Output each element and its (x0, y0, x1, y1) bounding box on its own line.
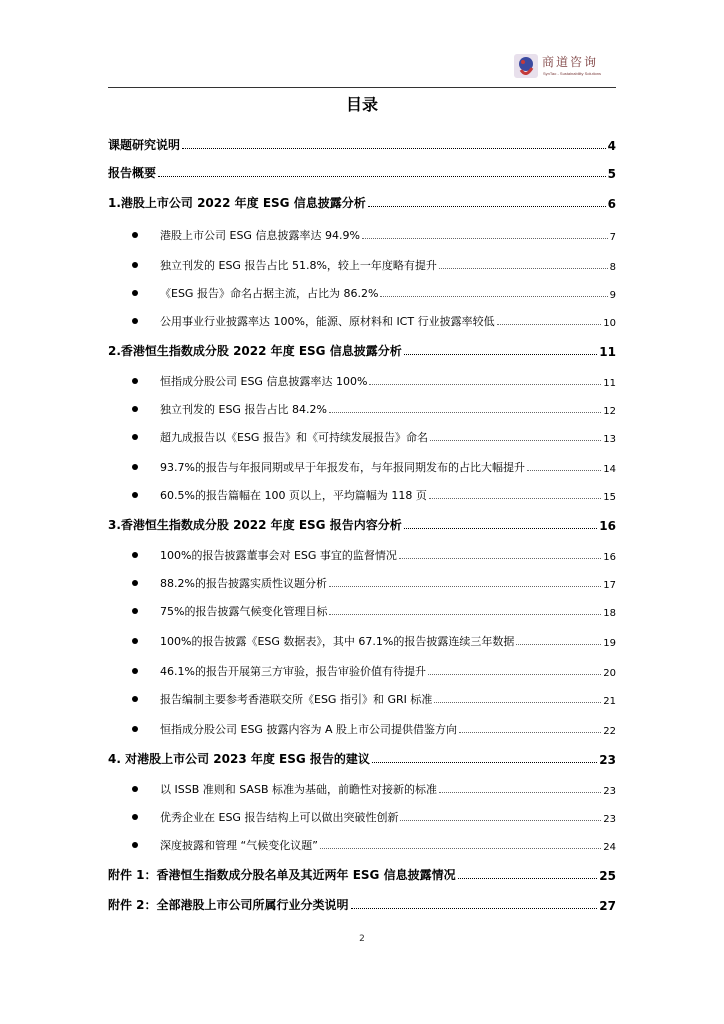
dot-leader (404, 354, 598, 355)
toc-subsection-entry[interactable] (140, 395, 616, 417)
toc-entry-label: 3.香港恒生指数成分股 2022 年度 ESG 报告内容分析 (108, 518, 402, 532)
toc-subsection-entry[interactable] (140, 803, 616, 825)
toc-subsection-entry[interactable] (140, 569, 616, 591)
bullet-icon (132, 580, 138, 586)
toc-subsection-entry[interactable] (140, 481, 616, 503)
bullet-icon (132, 492, 138, 498)
toc-subsection-entry[interactable] (140, 715, 616, 737)
toc-entry-label: 报告编制主要参考香港联交所《ESG 指引》和 GRI 标准 (160, 693, 433, 706)
toc-section-entry[interactable] (108, 337, 616, 359)
toc-subsection-entry[interactable] (140, 831, 616, 853)
toc-entry-page: 10 (603, 318, 616, 329)
toc-entry-page: 19 (603, 638, 616, 649)
toc-entry-label: 独立刊发的 ESG 报告占比 84.2% (160, 403, 327, 416)
toc-entry-page: 8 (609, 262, 616, 273)
dot-leader (158, 176, 606, 177)
logo-text-en: SynTao - Sustainability Solutions (543, 71, 602, 76)
dot-leader (362, 238, 608, 239)
toc-subsection-entry[interactable] (140, 627, 616, 649)
bullet-icon (132, 318, 138, 324)
toc-subsection-entry[interactable] (140, 453, 616, 475)
toc-entry-page: 20 (603, 668, 616, 679)
toc-entry-label: 4. 对港股上市公司 2023 年度 ESG 报告的建议 (108, 752, 370, 766)
toc-subsection-entry[interactable] (140, 597, 616, 619)
dot-leader (329, 586, 601, 587)
dot-leader (351, 908, 598, 909)
logo-text-cn: 商道咨询 (542, 55, 599, 69)
toc-section-entry[interactable] (108, 745, 616, 767)
bullet-icon (132, 786, 138, 792)
header-divider (108, 87, 616, 88)
toc-entry-label: 75%的报告披露气候变化管理目标 (160, 605, 328, 618)
dot-leader (439, 792, 601, 793)
toc-entry-page: 14 (603, 464, 616, 475)
toc-entry-page: 25 (599, 869, 616, 883)
bullet-icon (132, 406, 138, 412)
bullet-icon (132, 290, 138, 296)
toc-entry-page: 7 (609, 232, 616, 243)
dot-leader (372, 762, 597, 763)
dot-leader (399, 558, 601, 559)
company-logo (512, 52, 616, 80)
toc-subsection-entry[interactable] (140, 657, 616, 679)
toc-entry-label: 100%的报告披露董事会对 ESG 事宜的监督情况 (160, 549, 397, 562)
toc-subsection-entry[interactable] (140, 685, 616, 707)
toc-title: 目录 (345, 95, 378, 114)
toc-entry-label: 1.港股上市公司 2022 年度 ESG 信息披露分析 (108, 196, 366, 210)
dot-leader (329, 412, 601, 413)
toc-entry-page: 12 (603, 406, 616, 417)
toc-entry-label: 附件 2：全部港股上市公司所属行业分类说明 (108, 898, 349, 912)
bullet-icon (132, 638, 138, 644)
dot-leader (459, 732, 601, 733)
toc-entry-label: 93.7%的报告与年报同期或早于年报发布，与年报同期发布的占比大幅提升 (160, 461, 525, 474)
toc-subsection-entry[interactable] (140, 251, 616, 273)
toc-entry-label: 《ESG 报告》命名占据主流，占比为 86.2% (160, 287, 379, 300)
bullet-icon (132, 668, 138, 674)
bullet-icon (132, 552, 138, 558)
toc-entry-page: 11 (599, 345, 616, 359)
toc-section-entry[interactable] (108, 891, 616, 913)
bullet-icon (132, 464, 138, 470)
toc-section-entry[interactable] (108, 511, 616, 533)
toc-entry-label: 46.1%的报告开展第三方审验，报告审验价值有待提升 (160, 665, 426, 678)
toc-entry-label: 88.2%的报告披露实质性议题分析 (160, 577, 327, 590)
toc-entry-page: 21 (603, 696, 616, 707)
toc-entry-page: 17 (603, 580, 616, 591)
toc-subsection-entry[interactable] (140, 307, 616, 329)
toc-section-entry[interactable] (108, 131, 616, 153)
toc-subsection-entry[interactable] (140, 541, 616, 563)
bullet-icon (132, 814, 138, 820)
bullet-icon (132, 434, 138, 440)
toc-entry-page: 13 (603, 434, 616, 445)
dot-leader (182, 148, 606, 149)
bullet-icon (132, 842, 138, 848)
toc-entry-page: 15 (603, 492, 616, 503)
page-number: 2 (359, 934, 365, 944)
toc-entry-page: 4 (607, 139, 616, 153)
toc-entry-page: 16 (599, 519, 616, 533)
toc-entry-label: 优秀企业在 ESG 报告结构上可以做出突破性创新 (160, 811, 399, 824)
toc-entry-label: 报告概要 (108, 166, 157, 180)
toc-entry-page: 5 (607, 167, 616, 181)
toc-entry-page: 11 (603, 378, 616, 389)
toc-entry-label: 附件 1：香港恒生指数成分股名单及其近两年 ESG 信息披露情况 (108, 868, 456, 882)
toc-entry-label: 2.香港恒生指数成分股 2022 年度 ESG 信息披露分析 (108, 344, 402, 358)
logo-emblem-icon (512, 52, 540, 80)
dot-leader (404, 528, 598, 529)
dot-leader (458, 878, 598, 879)
toc-entry-page: 23 (599, 753, 616, 767)
toc-entry-label: 深度披露和管理 “气候变化议题” (160, 839, 318, 852)
dot-leader (329, 614, 601, 615)
toc-subsection-entry[interactable] (140, 423, 616, 445)
toc-entry-label: 港股上市公司 ESG 信息披露率达 94.9% (160, 229, 360, 242)
dot-leader (320, 848, 601, 849)
toc-section-entry[interactable] (108, 159, 616, 181)
toc-entry-page: 23 (603, 786, 616, 797)
toc-subsection-entry[interactable] (140, 367, 616, 389)
bullet-icon (132, 262, 138, 268)
bullet-icon (132, 232, 138, 238)
toc-entry-label: 恒指成分股公司 ESG 信息披露率达 100% (160, 375, 368, 388)
dot-leader (369, 384, 601, 385)
toc-subsection-entry[interactable] (140, 279, 616, 301)
toc-subsection-entry[interactable] (140, 221, 616, 243)
toc-entry-label: 以 ISSB 准则和 SASB 标准为基础，前瞻性对接新的标准 (160, 783, 437, 796)
bullet-icon (132, 378, 138, 384)
toc-entry-page: 24 (603, 842, 616, 853)
dot-leader (400, 820, 601, 821)
toc-entry-label: 恒指成分股公司 ESG 披露内容为 A 股上市公司提供借鉴方向 (160, 723, 457, 736)
toc-subsection-entry[interactable] (140, 775, 616, 797)
dot-leader (368, 206, 606, 207)
toc-entry-page: 16 (603, 552, 616, 563)
dot-leader (516, 644, 601, 645)
toc-entry-label: 公用事业行业披露率达 100%，能源、原材料和 ICT 行业披露率较低 (160, 315, 495, 328)
toc-entry-page: 6 (607, 197, 616, 211)
toc-entry-page: 23 (603, 814, 616, 825)
dot-leader (380, 296, 607, 297)
toc-entry-page: 18 (603, 608, 616, 619)
dot-leader (429, 498, 601, 499)
bullet-icon (132, 696, 138, 702)
toc-section-entry[interactable] (108, 861, 616, 883)
toc-entry-page: 27 (599, 899, 616, 913)
toc-entry-label: 60.5%的报告篇幅在 100 页以上，平均篇幅为 118 页 (160, 489, 427, 502)
dot-leader (439, 268, 608, 269)
dot-leader (497, 324, 602, 325)
toc-entry-label: 独立刊发的 ESG 报告占比 51.8%，较上一年度略有提升 (160, 259, 437, 272)
toc-section-entry[interactable] (108, 189, 616, 211)
toc-entry-label: 100%的报告披露《ESG 数据表》，其中 67.1%的报告披露连续三年数据 (160, 635, 515, 648)
bullet-icon (132, 726, 138, 732)
toc-entry-page: 22 (603, 726, 616, 737)
dot-leader (434, 702, 601, 703)
toc-entry-page: 9 (609, 290, 616, 301)
dot-leader (428, 674, 601, 675)
toc-entry-label: 超九成报告以《ESG 报告》和《可持续发展报告》命名 (160, 431, 428, 444)
dot-leader (430, 440, 601, 441)
dot-leader (527, 470, 601, 471)
bullet-icon (132, 608, 138, 614)
toc-entry-label: 课题研究说明 (108, 138, 181, 152)
